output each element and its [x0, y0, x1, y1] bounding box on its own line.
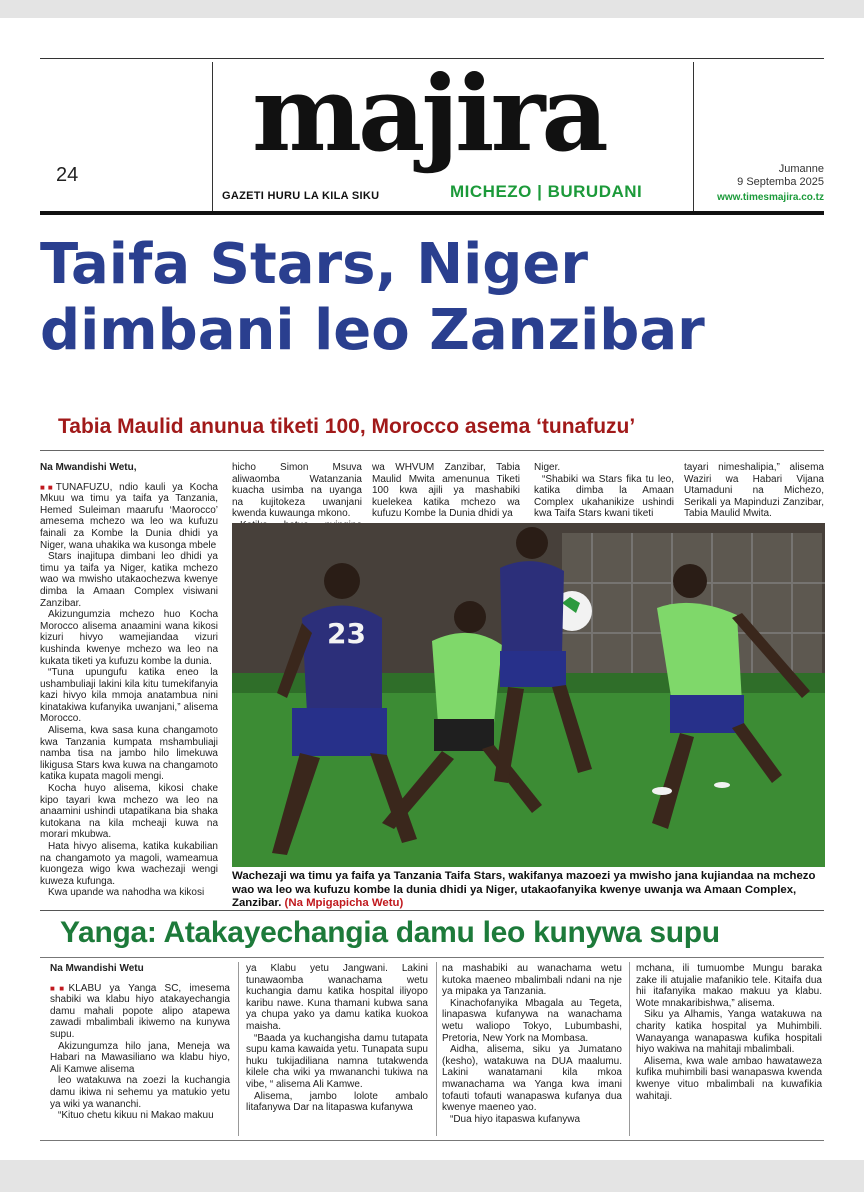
jersey-number: 23: [327, 617, 366, 650]
training-photo-illustration: [232, 523, 825, 867]
story2-paragraph: leo watakuwa na zoezi la kuchangia damu ikiwa ni sehemu ya matukio yetu ya wiki ya wananchi.: [50, 1075, 230, 1110]
website-link[interactable]: www.timesmajira.co.tz: [717, 192, 824, 203]
story2-paragraph: Akizungumza hilo jana, Meneja wa Habari na Mawasiliano wa klabu hiyo, Ali Kamwe alisema: [50, 1040, 230, 1075]
story1-paragraph: Kocha huyo alisema, kikosi chake kipo tayari kwa mchezo wa leo na anaamini ushindi utapatikana bia shaka kutokana na kila mcheaji kuwa na morari mkubwa.: [40, 783, 218, 841]
masthead-bottom-rule: [40, 211, 824, 215]
headline-line-2: dimbani leo Zanzibar: [40, 298, 705, 363]
column-divider: [629, 962, 630, 1136]
story2-headline-rule: [40, 957, 824, 958]
caption-text: Wachezaji wa timu ya faifa ya Tanzania Taifa Stars, wakifanya mazoezi ya mwisho jana kujiandaa na mchezo wao wa leo wa kufuzu kombe la dunia dhidi ya Niger, utakaofanyika kwenye uwanja wa Amaan Complex, Zanzibar.: [232, 870, 816, 909]
training-photo: [232, 523, 825, 867]
main-headline: [40, 232, 830, 364]
story2-paragraph: “Baada ya kuchangisha damu tutapata supu kama kawaida yetu. Tunapata supu huku tukijadiliana namna tutakwenda kilele cha wiki ya mwananchi tukiwa na vibe, “ alisema Ali Kamwe.: [246, 1032, 428, 1090]
subhead-rule: [40, 450, 824, 451]
story2-paragraph: “Dua hiyo itapaswa kufanywa: [450, 1113, 581, 1125]
masthead-divider-right: [693, 62, 694, 212]
story1-paragraph: Alisema, kwa sasa kuna changamoto kwa Tanzania kumpata mshambuliaji namba tisa na jambo hilo limekuwa likigusa Stars kwa kuwa na changamoto katika kupata magoli mengi.: [40, 725, 218, 783]
column-divider: [436, 962, 437, 1136]
story2-paragraph: Aidha, alisema, siku ya Jumatano (kesho), watakuwa na DUA maalumu. Lakini wanatamani kila mkoa mwanachama wa Yanga kwa imani tofauti tofauti wanapaswa kufanya dua kwenye maeneo yao.: [442, 1044, 622, 1114]
story2-column-2: [246, 963, 428, 1139]
story1-paragraph: tayari nimeshalipia,” alisema Waziri wa Habari Vijana Utamaduni na Michezo, Serikali ya Mapinduzi Zanzibar, Tabia Maulid Mwita.: [684, 462, 824, 520]
story2-top-rule: [40, 910, 824, 911]
story1-paragraph: Niger.: [534, 462, 561, 473]
story2-paragraph: Alisema, jambo lolote ambalo litafanywa Dar na litapaswa kufanywa: [246, 1090, 428, 1114]
photo-credit: (Na Mpigapicha Wetu): [284, 897, 404, 909]
story1-column-1: [40, 462, 218, 908]
story1-paragraph: “Shabiki wa Stars fika tu leo, katika dimba la Amaan Complex ukahanikize ushindi kwa Taifa Stars kwani tiketi: [534, 473, 674, 520]
paragraph-marker-icon: ■■: [40, 482, 56, 492]
story1-paragraph: hicho Simon Msuva aliwaomba Watanzania kuacha usimba na uyanga na kujitokeza uwanjani kwenda kuwaunga mkono.: [232, 462, 362, 520]
story2-paragraph: Alisema, kwa wale ambao hawataweza kufika muhimbili basi wanapaswa kwenda kwenye vituo mbalimbali na kuwafikia wahitaji.: [636, 1055, 822, 1102]
page-number: 24: [56, 164, 79, 186]
story1-byline: Na Mwandishi Wetu,: [40, 462, 137, 473]
issue-day: Jumanne: [778, 163, 824, 175]
story2-headline: Yanga: Atakayechangia damu leo kunywa supu: [60, 916, 720, 949]
story1-column-5: [684, 462, 824, 520]
story2-column-1: [50, 963, 230, 1139]
tagline: GAZETI HURU LA KILA SIKU: [222, 190, 380, 202]
paragraph-marker-icon: ■■: [50, 983, 69, 993]
story1-paragraph: ■■TUNAFUZU, ndio kauli ya Kocha Mkuu wa timu ya taifa ya Tanzania, Hemed Suleiman maarufu ‘Maorocco’ amesema mchezo wa leo wa kufuzu fainali za Kombe la Dunia dhidi ya Niger, wana uhakika wa kusonga mbele: [40, 481, 218, 551]
sub-headline: Tabia Maulid anunua tiketi 100, Morocco asema ‘tunafuzu’: [58, 415, 636, 438]
story1-paragraph: Kwa upande wa nahodha wa kikosi: [48, 887, 205, 899]
story2-paragraph: mchana, ili tumuombe Mungu baraka zake ili atujalie mafanikio tele. Kitaifa dua hii itafanyika makao makuu ya klabu. Wote mnakaribishwa,” alisema.: [636, 963, 822, 1009]
story1-paragraph: “Tuna upungufu katika eneo la ushambuliaji lakini kila kitu tumekifanyia kazi hivyo kila mmoja anatambua nini kinatakiwa kufanyika uwanjani,” alisema Morocco.: [40, 667, 218, 725]
headline-line-1: Taifa Stars, Niger: [40, 232, 588, 297]
story2-column-3: [442, 963, 622, 1139]
story1-column-3: [372, 462, 520, 520]
story2-paragraph: ya Klabu yetu Jangwani. Lakini tunawaomba wanachama wetu kuchangia damu katika hospital iliyopo karibu nawe. Kuna thamani kubwa sana ya chupa yako ya damu katika kuokoa maisha.: [246, 963, 428, 1032]
photo-caption: [232, 870, 825, 911]
story1-column-2: [232, 462, 362, 520]
newspaper-page: [0, 18, 864, 1160]
column-divider: [238, 962, 239, 1136]
story2-paragraph: Kinachofanyika Mbagala au Tegeta, linapaswa kufanywa na wanachama wetu waliopo Tokyo, Lubumbashi, Pretoria, New York na Mombasa.: [442, 997, 622, 1044]
page-bottom-rule: [40, 1140, 824, 1141]
story2-paragraph: “Kituo chetu kikuu ni Makao makuu: [58, 1110, 214, 1122]
issue-date: [737, 163, 824, 189]
story2-paragraph: Siku ya Alhamis, Yanga watakuwa na charity katika hospital ya Muhimbili. Wanayanga wanapaswa kufika hospitali hiyo wakiwa na mahitaji mbalimbali.: [636, 1009, 822, 1056]
story2-paragraph: ■■KLABU ya Yanga SC, imesema shabiki wa klabu hiyo atakayechangia damu mahali popote alipo atapewa zawadi mbalimbali ikiwemo na kunywa supu.: [50, 982, 230, 1040]
story1-paragraph: Akizungumzia mchezo huo Kocha Morocco alisema anaamini wana kikosi kizuri hivyo wamejiandaa vizuri kushinda kwenye mchezo wa leo na kukata tiketi ya kufuzu kombe la dunia.: [40, 609, 218, 667]
masthead-divider-left: [212, 62, 213, 212]
story1-column-4: [534, 462, 674, 520]
story1-paragraph: wa WHVUM Zanzibar, Tabia Maulid Mwita amenunua Tiketi 100 kwa ajili ya mashabiki kuelekea katika mchezo wa kufuzu Kombe la Dunia dhidi ya: [372, 462, 520, 520]
story2-paragraph: na mashabiki au wanachama wetu kutoka maeneo mbalimbali ndani na nje ya mipaka ya Tanzania.: [442, 963, 622, 998]
story2-column-4: [636, 963, 822, 1139]
section-label: MICHEZO | BURUDANI: [450, 182, 643, 201]
story2-byline: Na Mwandishi Wetu: [50, 963, 144, 974]
story1-paragraph: Stars inajitupa dimbani leo dhidi ya timu ya taifa ya Niger, katika mchezo wao wa mwisho utakaochezwa kwenye dimba la Amaan Complex visiwani Zanzibar.: [40, 551, 218, 609]
newspaper-logo: majira: [252, 52, 605, 175]
issue-date-text: 9 Septemba 2025: [737, 176, 824, 188]
story1-paragraph: Hata hivyo alisema, katika kukabilian na changamoto ya magoli, wameamua kuongeza wigo kwa wachezaji wengi kuweza kufunga.: [40, 841, 218, 887]
